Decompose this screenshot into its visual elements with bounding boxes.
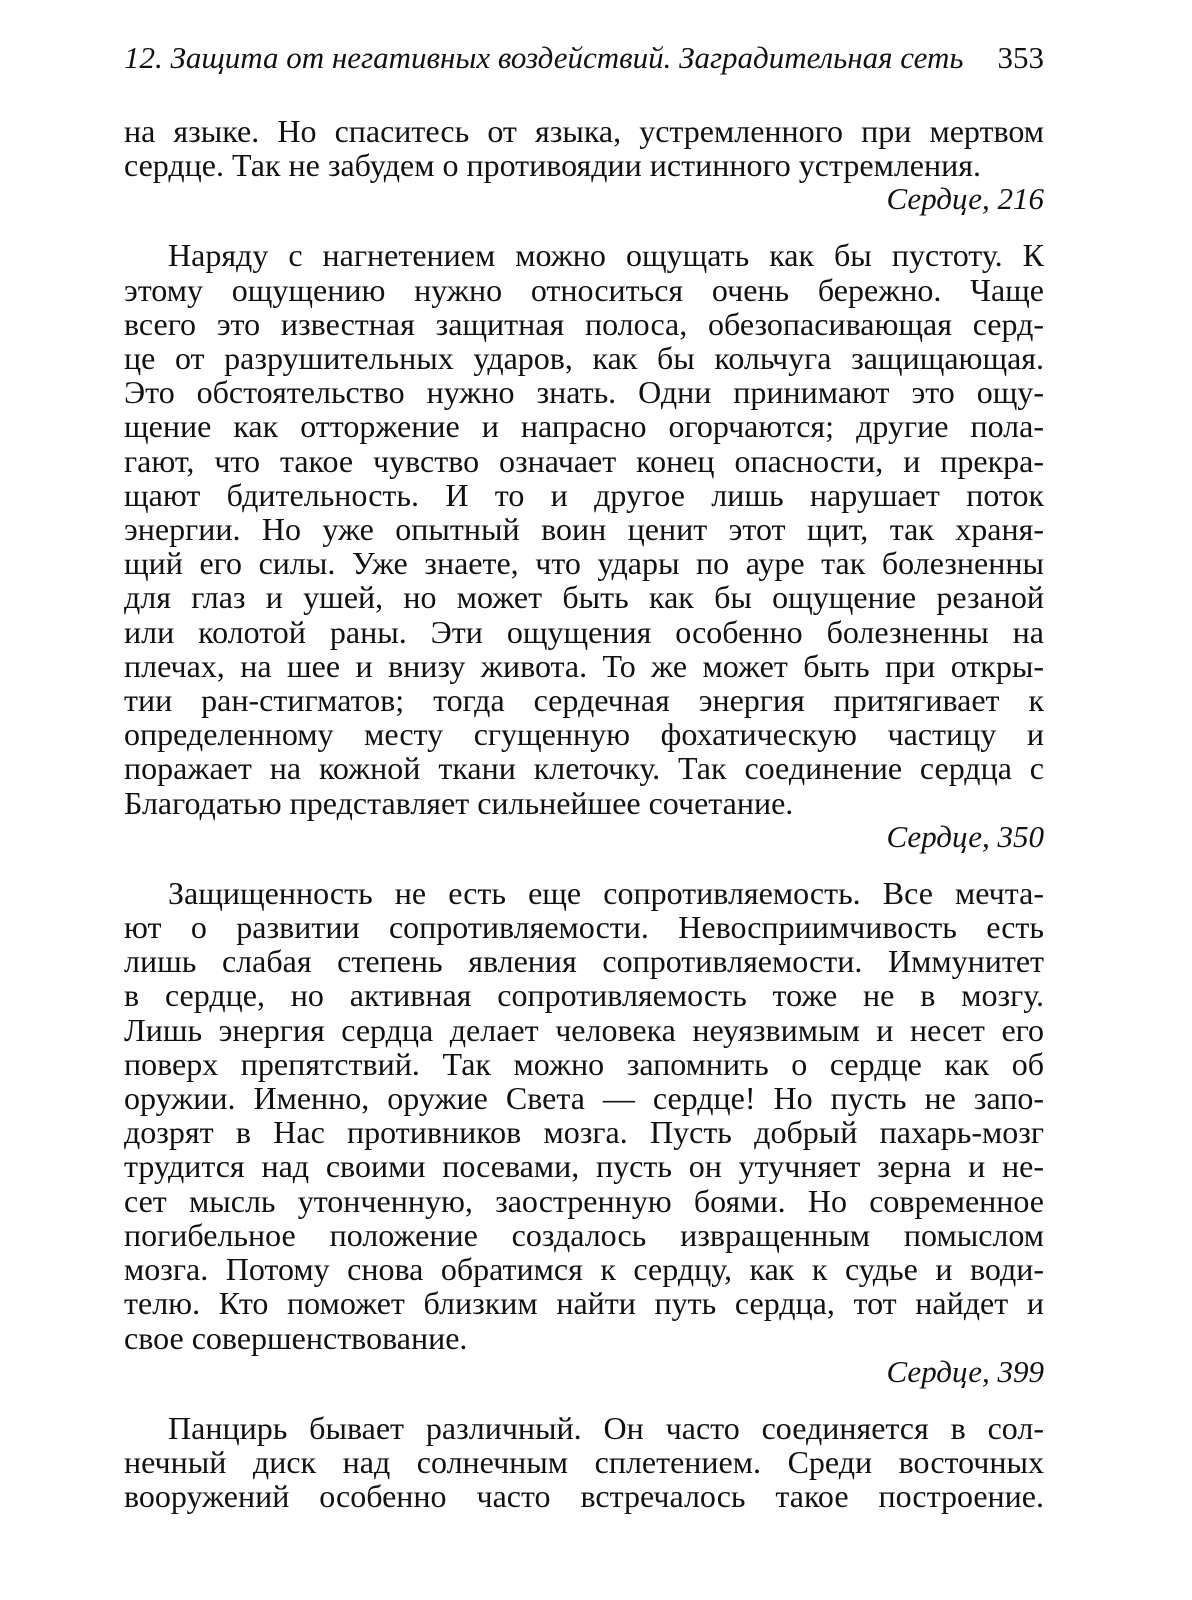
text-line: на языке. Но спаситесь от языка, устремленного при мертвом <box>124 113 1044 149</box>
text-line: щение как отторжение и напрасно огорчаются; другие пола- <box>124 408 1044 445</box>
text-line: це от разрушительных ударов, как бы кольчуга защищающая. <box>124 340 1044 377</box>
text-line: погибельное положение создалось извращенным помыслом <box>124 1216 1044 1253</box>
text-line: дозрят в Нас противников мозга. Пусть добрый пахарь-мозг <box>124 1114 1044 1151</box>
text-line: щий его силы. Уже знаете, что удары по ауре так болезненны <box>124 545 1044 582</box>
text-line: трудится над своими посевами, пусть он утучняет зерна и не- <box>124 1148 1044 1185</box>
text-line: определенному месту сгущенную фохатическую частицу и <box>124 716 1044 753</box>
running-header <box>124 38 1044 78</box>
paragraph <box>124 238 1044 819</box>
text-line: Панцирь бывает различный. Он часто соединяется в сол- <box>168 1409 1044 1446</box>
text-line: вооружений особенно часто встречалось такое построение. <box>124 1478 1044 1515</box>
text-line: плечах, на шее и внизу живота. То же может быть при откры- <box>124 647 1044 684</box>
source-citation: Сердце, 399 <box>886 1353 1044 1389</box>
paragraph <box>124 114 1044 182</box>
paragraph <box>124 876 1044 1355</box>
text-line: поражает на кожной ткани клеточку. Так соединение сердца с <box>124 750 1044 787</box>
text-line: телю. Кто поможет близким найти путь сердца, тот найдет и <box>124 1285 1044 1322</box>
text-line: свое совершенствование. <box>124 1319 468 1356</box>
text-line: Защищенность не есть еще сопротивляемость. Все мечта- <box>168 874 1044 911</box>
text-line: нечный диск над солнечным сплетением. Среди восточных <box>124 1443 1044 1480</box>
text-line: или колотой раны. Эти ощущения особенно болезненны на <box>124 613 1044 650</box>
text-line: щают бдительность. И то и другое лишь нарушает поток <box>124 476 1044 513</box>
text-line: этому ощущению нужно относиться очень бережно. Чаще <box>124 271 1044 308</box>
text-line: гают, что такое чувство означает конец опасности, и прекра- <box>124 442 1044 479</box>
text-line: Благодатью представляет сильнейшее сочетание. <box>124 784 794 821</box>
page-body <box>124 114 1044 1513</box>
text-line: тии ран-стигматов; тогда сердечная энергия притягивает к <box>124 682 1044 719</box>
paragraph <box>124 1411 1044 1514</box>
text-line: для глаз и ушей, но может быть как бы ощущение резаной <box>124 579 1044 616</box>
source-citation: Сердце, 216 <box>886 181 1044 217</box>
text-line: поверх препятствий. Так можно запомнить о сердце как об <box>124 1045 1044 1082</box>
source-citation: Сердце, 350 <box>886 818 1044 854</box>
text-line: всего это известная защитная полоса, обезопасивающая серд- <box>124 305 1044 342</box>
text-line: оружии. Именно, оружие Света — сердце! Но пусть не запо- <box>124 1080 1044 1117</box>
text-line: Наряду с нагнетением можно ощущать как бы пустоту. К <box>168 237 1044 274</box>
text-line: лишь слабая степень явления сопротивляемости. Иммунитет <box>124 943 1044 980</box>
text-line: сердце. Так не забудем о противоядии истинного устремления. <box>124 147 981 184</box>
text-line: ют о развитии сопротивляемости. Невосприимчивость есть <box>124 909 1044 946</box>
chapter-title: 12. Защита от негативных воздействий. Заградительная сеть <box>124 40 964 75</box>
text-line: мозга. Потому снова обратимся к сердцу, как к судье и води- <box>124 1251 1044 1288</box>
text-line: Лишь энергия сердца делает человека неуязвимым и несет его <box>124 1011 1044 1048</box>
text-line: в сердце, но активная сопротивляемость тоже не в мозгу. <box>124 977 1044 1014</box>
text-line: Это обстоятельство нужно знать. Одни принимают это ощу- <box>124 374 1044 411</box>
page-number: 353 <box>997 40 1044 75</box>
text-line: энергии. Но уже опытный воин ценит этот щит, так храня- <box>124 511 1044 548</box>
text-line: сет мысль утонченную, заостренную боями. Но современное <box>124 1182 1044 1219</box>
